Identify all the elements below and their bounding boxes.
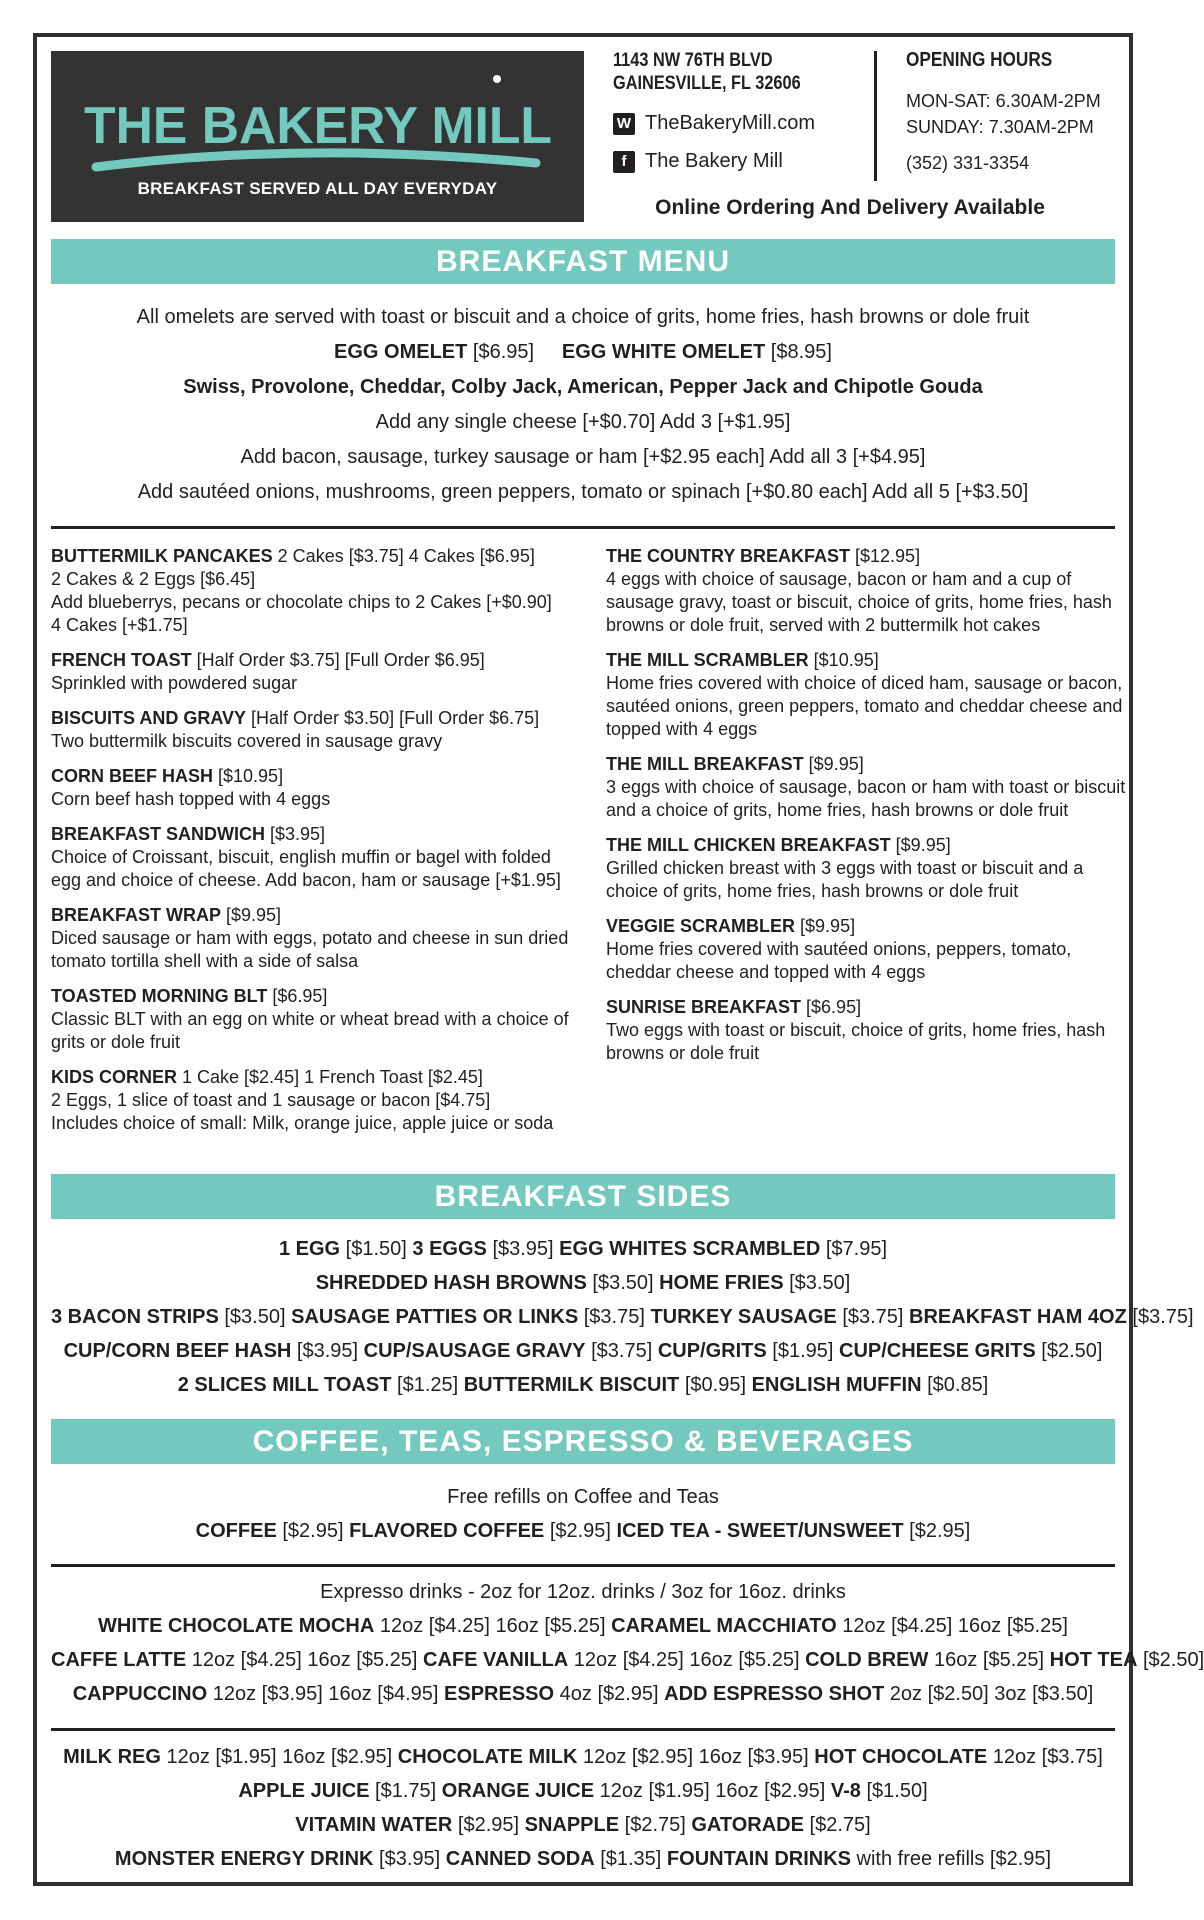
menu-item bbox=[51, 823, 581, 892]
add-meat: Add bacon, sausage, turkey sausage or ham [+$2.95 each] Add all 3 [+$4.95] bbox=[240, 446, 926, 468]
menu-item-heading bbox=[51, 765, 581, 788]
price-item-name: ENGLISH MUFFIN bbox=[751, 1374, 922, 1396]
phone: (352) 331-3354 bbox=[906, 153, 1030, 173]
menu-item-heading bbox=[51, 649, 581, 672]
price-item-price: 2oz [$2.50] 3oz [$3.50] bbox=[884, 1683, 1094, 1705]
price-item-price: [$3.75] bbox=[836, 1306, 904, 1328]
menu-item-desc: Includes choice of small: Milk, orange juice, apple juice or soda bbox=[51, 1113, 554, 1133]
menu-item-heading bbox=[51, 823, 581, 846]
menu-item-price: [$6.95] bbox=[267, 986, 328, 1006]
menu-item-desc: Classic BLT with an egg on white or wheat bread with a choice of bbox=[51, 1009, 569, 1029]
facebook-link[interactable]: The Bakery Mill bbox=[645, 150, 783, 172]
price-item-price: [$3.50] bbox=[586, 1272, 654, 1294]
price-item-price: [$2.95] bbox=[452, 1814, 520, 1836]
tagline: BREAKFAST SERVED ALL DAY EVERYDAY bbox=[137, 179, 498, 198]
menu-item bbox=[606, 753, 1126, 822]
menu-item-name: THE MILL BREAKFAST bbox=[606, 754, 804, 774]
price-item-name: SHREDDED HASH BROWNS bbox=[315, 1272, 587, 1294]
menu-item-heading bbox=[51, 1066, 581, 1089]
menu-item-heading bbox=[606, 545, 1116, 568]
beverage-divider-1 bbox=[51, 1564, 1115, 1567]
menu-item-desc: egg and choice of cheese. Add bacon, ham or sausage [+$1.95] bbox=[51, 870, 561, 890]
hours bbox=[906, 88, 1101, 140]
menu-item bbox=[606, 834, 1116, 903]
price-item-price: 12oz [$4.25] 16oz [$5.25] bbox=[186, 1649, 418, 1671]
menu-item-price: 1 Cake [$2.45] 1 French Toast [$2.45] bbox=[177, 1067, 483, 1087]
menu-item-name: BREAKFAST WRAP bbox=[51, 905, 221, 925]
menu-item-desc: topped with 4 eggs bbox=[606, 719, 758, 739]
price-item-price: [$2.95] bbox=[544, 1520, 611, 1542]
coffee-section bbox=[51, 1480, 1115, 1548]
section-divider bbox=[51, 526, 1115, 529]
cheese-list: Swiss, Provolone, Cheddar, Colby Jack, American, Pepper Jack and Chipotle Gouda bbox=[183, 376, 983, 398]
price-item-name: CUP/CHEESE GRITS bbox=[839, 1340, 1036, 1362]
menu-item-name: BREAKFAST SANDWICH bbox=[51, 824, 265, 844]
menu-item-price: 2 Cakes [$3.75] 4 Cakes [$6.95] bbox=[272, 546, 535, 566]
price-item-name: HOT CHOCOLATE bbox=[814, 1746, 988, 1768]
menu-item-desc: 2 Eggs, 1 slice of toast and 1 sausage or bacon [$4.75] bbox=[51, 1090, 491, 1110]
menu-item-heading bbox=[606, 649, 1116, 672]
menu-item-desc: Choice of Croissant, biscuit, english muffin or bagel with folded bbox=[51, 847, 551, 867]
menu-item-name: SUNRISE BREAKFAST bbox=[606, 997, 802, 1017]
omelet-intro: All omelets are served with toast or biscuit and a choice of grits, home fries, hash browns or dole fruit bbox=[136, 306, 1030, 328]
price-item-name: GATORADE bbox=[691, 1814, 804, 1836]
price-item-name: ESPRESSO bbox=[444, 1683, 555, 1705]
menu-item-desc: Two eggs with toast or biscuit, choice of grits, home fries, hash bbox=[606, 1020, 1106, 1040]
price-row bbox=[51, 1334, 1115, 1368]
price-item-price: 12oz [$1.95] 16oz [$2.95] bbox=[160, 1746, 393, 1768]
hours-line1: MON-SAT: 6.30AM-2PM bbox=[906, 91, 1101, 111]
coffee-row bbox=[51, 1514, 1115, 1548]
price-row bbox=[51, 1842, 1115, 1876]
price-row bbox=[51, 1266, 1115, 1300]
menu-item-name: THE MILL SCRAMBLER bbox=[606, 650, 809, 670]
logo-block bbox=[51, 51, 584, 222]
menu-item bbox=[51, 649, 581, 695]
omelet2-price: [$8.95] bbox=[770, 341, 832, 363]
menu-item bbox=[606, 545, 1116, 637]
menu-item-price: [$9.95] bbox=[803, 754, 864, 774]
menu-item-heading bbox=[606, 834, 1116, 857]
menu-item-name: CORN BEEF HASH bbox=[51, 766, 214, 786]
price-item-price: 12oz [$1.95] 16oz [$2.95] bbox=[594, 1780, 826, 1802]
website-link[interactable]: TheBakeryMill.com bbox=[645, 112, 816, 134]
menu-item-desc: Grilled chicken breast with 3 eggs with toast or biscuit and a bbox=[606, 858, 1084, 878]
menu-item-desc: choice of grits, home fries, hash browns or dole fruit bbox=[606, 881, 1019, 901]
menu-item-desc: Home fries covered with choice of diced ham, sausage or bacon, bbox=[606, 673, 1123, 693]
price-item-price: [$1.75] bbox=[369, 1780, 437, 1802]
beverages-banner: COFFEE, TEAS, ESPRESSO & BEVERAGES bbox=[51, 1419, 1115, 1464]
price-item-price: [$2.95] bbox=[276, 1520, 344, 1542]
price-row bbox=[51, 1609, 1115, 1643]
price-item-name: CAPPUCCINO bbox=[72, 1683, 208, 1705]
price-item-price: 12oz [$4.25] 16oz [$5.25] bbox=[836, 1615, 1068, 1637]
price-item-price: [$3.50] bbox=[783, 1272, 851, 1294]
add-cheese: Add any single cheese [+$0.70] Add 3 [+$1.95] bbox=[375, 411, 791, 433]
price-item-price: [$3.95] bbox=[486, 1238, 554, 1260]
omelet-prices bbox=[51, 335, 1115, 370]
omelet-section bbox=[51, 300, 1115, 510]
menu-item-desc: Sprinkled with powdered sugar bbox=[51, 673, 298, 693]
menu-item-heading bbox=[51, 904, 581, 927]
drinks-section bbox=[51, 1740, 1115, 1876]
price-item-price: [$1.35] bbox=[594, 1848, 662, 1870]
menu-item-price: [$9.95] bbox=[890, 835, 951, 855]
logo-dot bbox=[493, 75, 501, 83]
hours-line2: SUNDAY: 7.30AM-2PM bbox=[906, 117, 1094, 137]
menu-item-price: [$9.95] bbox=[221, 905, 282, 925]
sides-list bbox=[51, 1232, 1194, 1402]
menu-item bbox=[51, 707, 581, 753]
price-item-name: COLD BREW bbox=[805, 1649, 929, 1671]
menu-item-price: [$12.95] bbox=[850, 546, 921, 566]
online-ordering-note: Online Ordering And Delivery Available bbox=[655, 196, 1045, 219]
price-item-name: CAFE VANILLA bbox=[423, 1649, 569, 1671]
price-row bbox=[51, 1643, 1204, 1677]
menu-item-name: KIDS CORNER bbox=[51, 1067, 178, 1087]
menu-item-name: FRENCH TOAST bbox=[51, 650, 192, 670]
price-row bbox=[51, 1368, 1115, 1402]
price-item-price: [$7.95] bbox=[820, 1238, 888, 1260]
menu-item bbox=[606, 996, 1116, 1065]
price-item-name: CHOCOLATE MILK bbox=[397, 1746, 578, 1768]
price-item-name: MONSTER ENERGY DRINK bbox=[114, 1848, 374, 1870]
price-item-price: [$1.95] bbox=[766, 1340, 834, 1362]
price-item-price: [$1.50] bbox=[340, 1238, 407, 1260]
omelet1-name: EGG OMELET bbox=[334, 341, 468, 363]
refills-note: Free refills on Coffee and Teas bbox=[447, 1486, 719, 1508]
price-row bbox=[51, 1300, 1194, 1334]
menu-item-desc: 3 eggs with choice of sausage, bacon or ham with toast or biscuit bbox=[606, 777, 1126, 797]
price-item-name: CANNED SODA bbox=[445, 1848, 595, 1870]
menu-item-price: [$9.95] bbox=[795, 916, 856, 936]
price-row bbox=[51, 1232, 1115, 1266]
price-item-price: with free refills [$2.95] bbox=[850, 1848, 1052, 1870]
price-item-name: V-8 bbox=[830, 1780, 861, 1802]
price-item-price: [$0.95] bbox=[679, 1374, 746, 1396]
price-item-name: 2 SLICES MILL TOAST bbox=[177, 1374, 392, 1396]
menu-item-desc: 4 eggs with choice of sausage, bacon or ham and a cup of bbox=[606, 569, 1072, 589]
menu-item-desc: Diced sausage or ham with eggs, potato and cheese in sun dried bbox=[51, 928, 569, 948]
espresso-note: Expresso drinks - 2oz for 12oz. drinks / 3oz for 16oz. drinks bbox=[320, 1581, 846, 1603]
breakfast-sides-banner: BREAKFAST SIDES bbox=[51, 1174, 1115, 1219]
menu-item-price: [$6.95] bbox=[801, 997, 862, 1017]
menu-item-price: [Half Order $3.50] [Full Order $6.75] bbox=[246, 708, 540, 728]
espresso-section bbox=[51, 1575, 1204, 1711]
price-item-name: TURKEY SAUSAGE bbox=[650, 1306, 837, 1328]
header-divider bbox=[874, 51, 877, 181]
menu-item-name: BUTTERMILK PANCAKES bbox=[51, 546, 273, 566]
menu-item-heading bbox=[606, 996, 1116, 1019]
price-item-price: [$2.75] bbox=[803, 1814, 871, 1836]
price-item-name: CARAMEL MACCHIATO bbox=[611, 1615, 837, 1637]
menu-item bbox=[51, 545, 581, 637]
price-item-name: SAUSAGE PATTIES OR LINKS bbox=[291, 1306, 579, 1328]
price-item-name: HOME FRIES bbox=[659, 1272, 784, 1294]
price-item-price: 12oz [$4.25] 16oz [$5.25] bbox=[568, 1649, 800, 1671]
menu-item-desc: 4 Cakes [+$1.75] bbox=[51, 615, 188, 635]
menu-item-price: [$3.95] bbox=[265, 824, 326, 844]
logo-wordmark bbox=[76, 71, 566, 181]
price-item-price: [$3.75] bbox=[578, 1306, 645, 1328]
menu-item-price: [$10.95] bbox=[808, 650, 879, 670]
menu-item-desc: browns or dole fruit bbox=[606, 1043, 760, 1063]
price-item-price: 12oz [$4.25] 16oz [$5.25] bbox=[374, 1615, 606, 1637]
price-item-name: ORANGE JUICE bbox=[441, 1780, 595, 1802]
menu-item-name: BISCUITS AND GRAVY bbox=[51, 708, 247, 728]
price-item-price: 12oz [$3.75] bbox=[987, 1746, 1103, 1768]
price-item-price: 4oz [$2.95] bbox=[554, 1683, 659, 1705]
menu-item-desc: Corn beef hash topped with 4 eggs bbox=[51, 789, 331, 809]
price-item-price: [$2.50] bbox=[1035, 1340, 1103, 1362]
price-item-name: 1 EGG bbox=[278, 1238, 341, 1260]
menu-item-heading bbox=[51, 545, 581, 568]
logo-swoosh bbox=[96, 153, 536, 167]
price-item-price: 16oz [$5.25] bbox=[928, 1649, 1045, 1671]
price-item-price: [$3.95] bbox=[291, 1340, 359, 1362]
price-item-name: 3 BACON STRIPS bbox=[51, 1306, 219, 1328]
menu-item-name: THE COUNTRY BREAKFAST bbox=[606, 546, 851, 566]
menu-item bbox=[51, 904, 581, 973]
omelet1-price: [$6.95] bbox=[472, 341, 535, 363]
address-line2: GAINESVILLE, FL 32606 bbox=[613, 73, 801, 94]
website-row[interactable] bbox=[613, 112, 815, 135]
price-item-name: CUP/GRITS bbox=[657, 1340, 767, 1362]
price-item-name: CAFFE LATTE bbox=[51, 1649, 187, 1671]
menu-item-heading bbox=[606, 915, 1116, 938]
price-item-name: COFFEE bbox=[195, 1520, 277, 1542]
price-item-name: HOT TEA bbox=[1049, 1649, 1138, 1671]
menu-item-desc: sautéed onions, green peppers, tomato and cheddar cheese and bbox=[606, 696, 1123, 716]
price-item-price: [$2.95] bbox=[903, 1520, 971, 1542]
web-icon: W bbox=[613, 113, 635, 135]
price-item-name: CUP/CORN BEEF HASH bbox=[63, 1340, 292, 1362]
brand-name: THE BAKERY MILL bbox=[84, 97, 552, 155]
price-item-price: [$0.85] bbox=[921, 1374, 989, 1396]
menu-item-price: [Half Order $3.75] [Full Order $6.95] bbox=[191, 650, 485, 670]
breakfast-menu-banner: BREAKFAST MENU bbox=[51, 239, 1115, 284]
price-item-price: [$3.75] bbox=[1126, 1306, 1194, 1328]
menu-item-price: [$10.95] bbox=[213, 766, 284, 786]
price-item-name: FLAVORED COFFEE bbox=[349, 1520, 545, 1542]
price-item-price: [$3.95] bbox=[373, 1848, 441, 1870]
price-item-name: SNAPPLE bbox=[524, 1814, 620, 1836]
price-item-price: [$1.50] bbox=[860, 1780, 928, 1802]
price-item-price: [$3.75] bbox=[585, 1340, 653, 1362]
menu-item bbox=[606, 915, 1116, 984]
price-item-price: [$3.50] bbox=[218, 1306, 286, 1328]
price-item-name: ADD ESPRESSO SHOT bbox=[664, 1683, 885, 1705]
price-item-price: 12oz [$3.95] 16oz [$4.95] bbox=[207, 1683, 439, 1705]
price-item-name: MILK REG bbox=[63, 1746, 161, 1768]
price-item-price: [$2.75] bbox=[619, 1814, 686, 1836]
menu-item bbox=[51, 985, 581, 1054]
left-menu-column bbox=[51, 545, 581, 1147]
menu-item-name: VEGGIE SCRAMBLER bbox=[606, 916, 796, 936]
menu-item bbox=[51, 1066, 581, 1135]
price-item-price: [$2.50] bbox=[1137, 1649, 1204, 1671]
price-item-price: 12oz [$2.95] 16oz [$3.95] bbox=[577, 1746, 809, 1768]
menu-item-name: THE MILL CHICKEN BREAKFAST bbox=[606, 835, 891, 855]
beverage-divider-2 bbox=[51, 1728, 1115, 1731]
menu-item-desc: 2 Cakes & 2 Eggs [$6.45] bbox=[51, 569, 256, 589]
menu-item-name: TOASTED MORNING BLT bbox=[51, 986, 268, 1006]
price-item-name: VITAMIN WATER bbox=[295, 1814, 453, 1836]
price-item-name: FOUNTAIN DRINKS bbox=[666, 1848, 851, 1870]
menu-item-desc: Add blueberrys, pecans or chocolate chips to 2 Cakes [+$0.90] bbox=[51, 592, 552, 612]
menu-item-heading bbox=[51, 707, 581, 730]
menu-item-heading bbox=[606, 753, 1116, 776]
price-row bbox=[51, 1677, 1115, 1711]
menu-item-desc: tomato tortilla shell with a side of salsa bbox=[51, 951, 359, 971]
facebook-row[interactable] bbox=[613, 150, 783, 173]
menu-item-desc: cheddar cheese and topped with 4 eggs bbox=[606, 962, 926, 982]
address-line1: 1143 NW 76TH BLVD bbox=[613, 50, 773, 71]
menu-item bbox=[51, 765, 581, 811]
facebook-icon: f bbox=[613, 151, 635, 173]
price-item-name: APPLE JUICE bbox=[238, 1780, 370, 1802]
price-item-price: [$1.25] bbox=[391, 1374, 459, 1396]
price-row bbox=[51, 1740, 1115, 1774]
menu-item-desc: Two buttermilk biscuits covered in sausage gravy bbox=[51, 731, 443, 751]
add-veg: Add sautéed onions, mushrooms, green peppers, tomato or spinach [+$0.80 each] Add all 5 [+$3.50] bbox=[137, 481, 1029, 503]
hours-title: OPENING HOURS bbox=[906, 49, 1053, 71]
menu-item-desc: and a choice of grits, home fries, hash browns or dole fruit bbox=[606, 800, 1069, 820]
price-item-name: EGG WHITES SCRAMBLED bbox=[559, 1238, 821, 1260]
menu-item-desc: browns or dole fruit, served with 2 buttermilk hot cakes bbox=[606, 615, 1041, 635]
right-menu-column bbox=[606, 545, 1126, 1077]
price-item-name: CUP/SAUSAGE GRAVY bbox=[363, 1340, 586, 1362]
price-item-name: ICED TEA - SWEET/UNSWEET bbox=[616, 1520, 904, 1542]
price-item-name: BREAKFAST HAM 4OZ bbox=[909, 1306, 1127, 1328]
price-item-name: WHITE CHOCOLATE MOCHA bbox=[98, 1615, 375, 1637]
price-row bbox=[51, 1774, 1115, 1808]
price-item-name: 3 EGGS bbox=[412, 1238, 487, 1260]
menu-item-heading bbox=[51, 985, 581, 1008]
menu-item bbox=[606, 649, 1123, 741]
address bbox=[613, 49, 801, 95]
menu-item-desc: Home fries covered with sautéed onions, peppers, tomato, bbox=[606, 939, 1072, 959]
price-row bbox=[51, 1808, 1115, 1842]
menu-item-desc: sausage gravy, toast or biscuit, choice of grits, home fries, hash bbox=[606, 592, 1112, 612]
price-item-name: BUTTERMILK BISCUIT bbox=[463, 1374, 680, 1396]
omelet2-name: EGG WHITE OMELET bbox=[561, 341, 766, 363]
menu-item-desc: grits or dole fruit bbox=[51, 1032, 181, 1052]
